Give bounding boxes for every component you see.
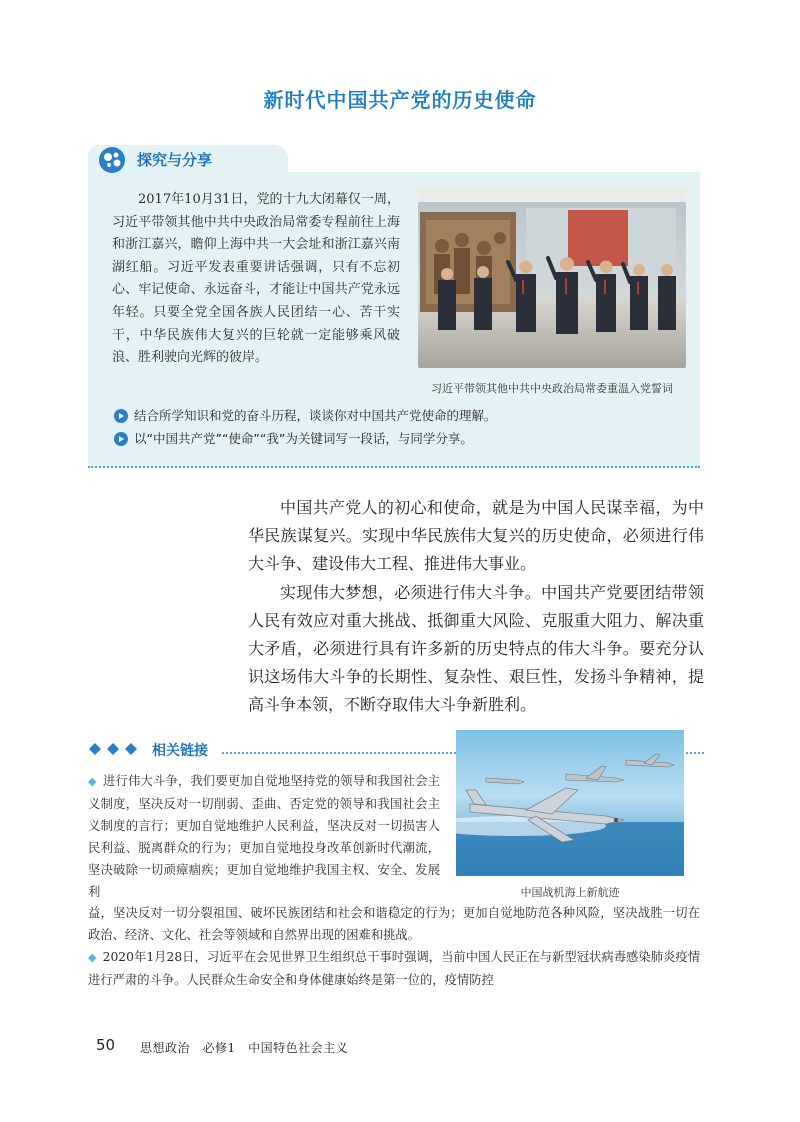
- explore-heading: 探究与分享: [137, 151, 213, 169]
- body-paragraph: 实现伟大梦想，必须进行伟大斗争。中国共产党要团结带领人民有效应对重大挑战、抵御重大风险、克服重大阻力、解决重大矛盾，必须进行具有许多新的历史特点的伟大斗争。要充分认识这场伟大斗争的长期性、复杂性、艰巨性，发扬斗争精神，提高斗争本领，不断夺取伟大斗争新胜利。: [248, 582, 704, 715]
- related-item-1-continued: 益，坚决反对一切分裂祖国、破坏民族团结和社会和谐稳定的行为；更加自觉地防范各种风险，坚决战胜一切在政治、经济、文化、社会等领域和自然界出现的困难和挑战。: [88, 906, 700, 942]
- explore-task-2: 以“中国共产党”“使命”“我”为关键词写一段话，与同学分享。: [134, 431, 473, 446]
- explore-paragraph: 2017年10月31日，党的十九大闭幕仅一周，习近平带领其他中共中央政治局常委专程前往上海和浙江嘉兴，瞻仰上海中共一大会址和浙江嘉兴南湖红船。习近平发表重要讲话强调，只有不忘初心、牢记使命、永远奋斗，才能让中国共产党永远年轻。只要全党全国各族人民团结一心、苦干实干，中华民族伟大复兴的巨轮就一定能够乘风破浪、胜利驶向光辉的彼岸。: [112, 192, 400, 366]
- page-title: 新时代中国共产党的历史使命: [263, 88, 537, 112]
- diamond-markers-icon: [88, 742, 148, 756]
- related-item-1: [88, 770, 440, 903]
- related-link-wide-text: [88, 902, 700, 991]
- related-item-2: [88, 946, 700, 991]
- diamond-bullet-icon: ◆: [88, 951, 97, 964]
- page-number: 50: [96, 1036, 116, 1054]
- diamond-bullet-icon: ◆: [88, 775, 97, 788]
- related-link-divider: [686, 752, 704, 754]
- fighter-jets-photo: [456, 730, 684, 876]
- body-paragraph: 中国共产党人的初心和使命，就是为中国人民谋幸福，为中华民族谋复兴。实现中华民族伟大复兴的历史使命，必须进行伟大斗争、建设伟大工程、推进伟大事业。: [248, 498, 704, 574]
- arrow-bullet-icon: [114, 432, 128, 446]
- arrow-bullet-icon: [114, 409, 128, 423]
- main-body-text: [248, 494, 704, 720]
- explore-bubbles-icon: [97, 145, 127, 175]
- party-oath-photo: [418, 188, 686, 368]
- fighter-jets-photo-caption: 中国战机海上新航迹: [520, 886, 620, 899]
- explore-bottom-divider: [88, 466, 700, 468]
- party-oath-photo-caption: 习近平带领其他中共中央政治局常委重温入党誓词: [431, 382, 673, 395]
- related-link-divider: [222, 752, 456, 754]
- related-item-1-text: 进行伟大斗争，我们要更加自觉地坚持党的领导和我国社会主义制度，坚决反对一切削弱、歪曲、否定党的领导和我国社会主义制度的言行；更加自觉地维护人民利益，坚决反对一切损害人民利益、脱离群众的行为；更加自觉地投身改革创新时代潮流，坚决破除一切顽瘴痼疾；更加自觉地维护我国主权、安全、发展利: [88, 774, 440, 899]
- book-title: 思想政治 必修1 中国特色社会主义: [140, 1041, 349, 1055]
- related-link-heading: 相关链接: [152, 743, 208, 759]
- explore-task-1: 结合所学知识和党的奋斗历程，谈谈你对中国共产党使命的理解。: [134, 408, 497, 423]
- related-item-2-text: 2020年1月28日，习近平在会见世界卫生组织总干事时强调，当前中国人民正在与新型冠状病毒感染肺炎疫情进行严肃的斗争。人民群众生命安全和身体健康始终是第一位的，疫情防控: [88, 950, 700, 987]
